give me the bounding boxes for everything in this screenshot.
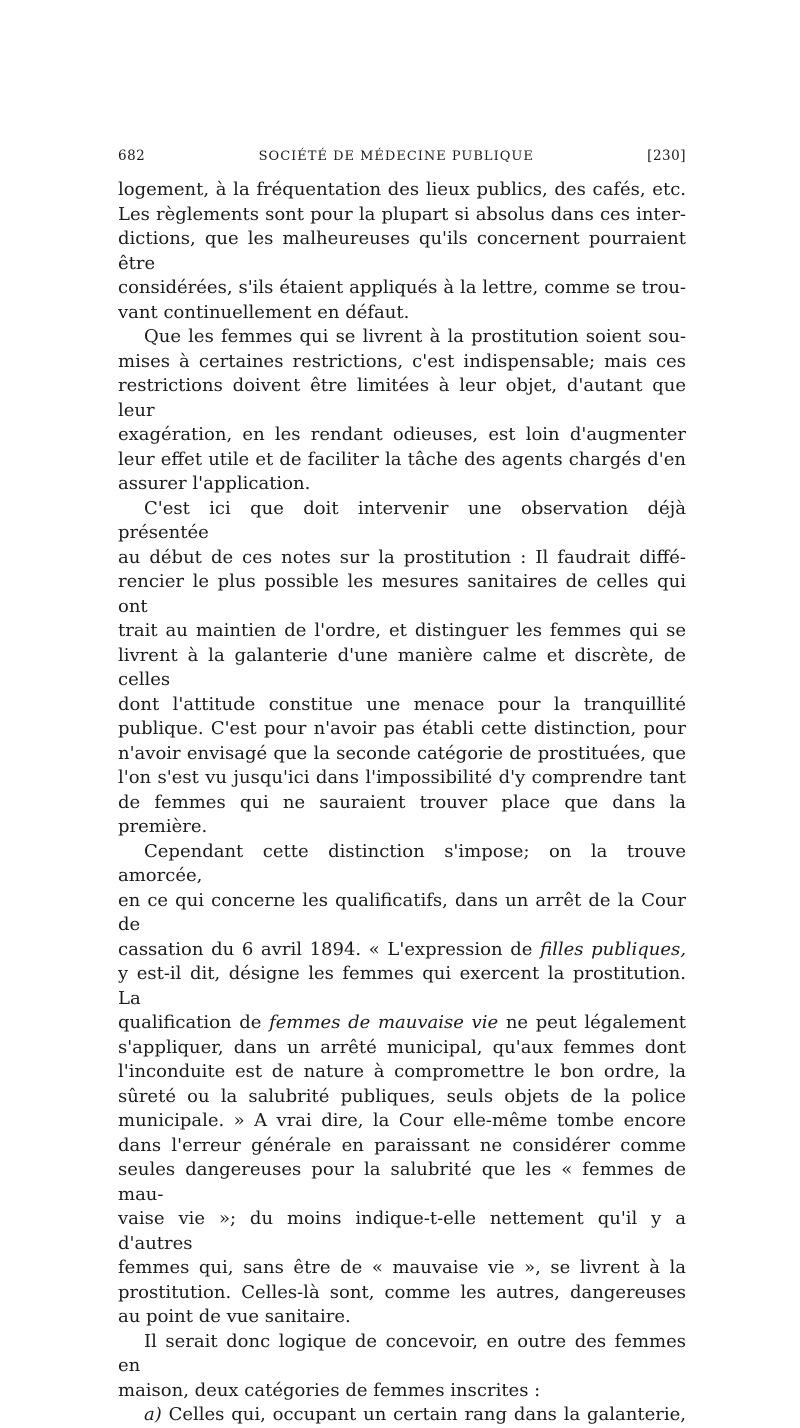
text-line: sûreté ou la salubrité publiques, seuls objets de la police bbox=[118, 1085, 686, 1107]
text-line: n'avoir envisagé que la seconde catégorie de prostituées, que bbox=[118, 742, 686, 764]
text-line: Que les femmes qui se livrent à la prostitution soient sou- bbox=[144, 326, 686, 347]
text-line: dictions, que les malheureuses qu'ils concernent pourraient être bbox=[118, 228, 686, 274]
text-line: C'est ici que doit intervenir une observation déjà présentée bbox=[118, 497, 686, 543]
text-line: prostitution. Celles-là sont, comme les autres, dangereuses bbox=[118, 1281, 686, 1303]
text-line: publique. C'est pour n'avoir pas établi cette distinction, pour bbox=[118, 718, 686, 739]
text-line: l'inconduite est de nature à compromettre le bon ordre, la bbox=[118, 1061, 686, 1082]
text-line: Cependant cette distinction s'impose; on la trouve amorcée, bbox=[118, 840, 686, 886]
text-line: seules dangereuses pour la salubrité que les « femmes de mau- bbox=[118, 1159, 686, 1205]
italic-term: filles publiques, bbox=[540, 938, 686, 960]
text-line: Il serait donc logique de concevoir, en outre des femmes en bbox=[118, 1330, 686, 1376]
item-text: Celles qui, occupant un certain rang dans la galanterie, bbox=[168, 1404, 686, 1425]
text-line: dans l'erreur générale en paraissant ne considérer comme bbox=[118, 1134, 686, 1156]
text-line: au début de ces notes sur la prostitution : Il faudrait diffé- bbox=[118, 546, 686, 568]
text-line: vaise vie »; du moins indique-t-elle nettement qu'il y a d'autres bbox=[118, 1208, 686, 1254]
running-header bbox=[118, 148, 686, 164]
text-line: maison, deux catégories de femmes inscrites : bbox=[118, 1379, 541, 1401]
running-title: SOCIÉTÉ DE MÉDECINE PUBLIQUE bbox=[258, 149, 534, 164]
text-line bbox=[118, 1011, 686, 1036]
item-marker: a) bbox=[144, 1404, 162, 1425]
bracket-number: [230] bbox=[647, 148, 686, 164]
text-line: au point de vue sanitaire. bbox=[118, 1306, 351, 1327]
text-line: en ce qui concerne les qualificatifs, dans un arrêt de la Cour de bbox=[118, 889, 686, 935]
text-line: assurer l'application. bbox=[118, 473, 311, 494]
text-line: exagération, en les rendant odieuses, est loin d'augmenter bbox=[118, 424, 686, 445]
italic-term: femmes de mauvaise vie bbox=[269, 1012, 499, 1033]
text-line: leur effet utile et de faciliter la tâche des agents chargés d'en bbox=[118, 448, 686, 470]
text-line: livrent à la galanterie d'une manière calme et discrète, de celles bbox=[118, 644, 686, 690]
book-page bbox=[118, 148, 686, 1428]
text-line: de femmes qui ne sauraient trouver place que dans la première. bbox=[118, 791, 686, 837]
text-line: rencier le plus possible les mesures sanitaires de celles qui ont bbox=[118, 571, 686, 617]
text-line: dont l'attitude constitue une menace pour la tranquillité bbox=[118, 693, 686, 715]
page-number: 682 bbox=[118, 148, 146, 164]
text-run: ne peut légalement bbox=[505, 1012, 686, 1033]
text-line: l'on s'est vu jusqu'ici dans l'impossibilité d'y comprendre tant bbox=[118, 767, 686, 788]
text-run: qualification de bbox=[118, 1012, 262, 1033]
text-line: vant continuellement en défaut. bbox=[118, 301, 410, 323]
text-line: y est-il dit, désigne les femmes qui exercent la prostitution. La bbox=[118, 963, 686, 1009]
text-line: s'appliquer, dans un arrêté municipal, qu'aux femmes dont bbox=[118, 1036, 686, 1058]
text-run: cassation du 6 avril 1894. « L'expression de bbox=[118, 938, 533, 960]
list-item bbox=[118, 1403, 686, 1428]
text-line: restrictions doivent être limitées à leur objet, d'autant que leur bbox=[118, 375, 686, 421]
body-text bbox=[118, 178, 686, 1428]
text-line: Les règlements sont pour la plupart si absolus dans ces inter- bbox=[118, 203, 686, 225]
text-line: logement, à la fréquentation des lieux publics, des cafés, etc. bbox=[118, 179, 686, 200]
text-line: trait au maintien de l'ordre, et distinguer les femmes qui se bbox=[118, 620, 686, 641]
text-line: mises à certaines restrictions, c'est indispensable; mais ces bbox=[118, 350, 686, 372]
text-line bbox=[118, 938, 686, 963]
text-line: considérées, s'ils étaient appliqués à la lettre, comme se trou- bbox=[118, 277, 686, 298]
text-line: municipale. » A vrai dire, la Cour elle-même tombe encore bbox=[118, 1110, 686, 1131]
text-line: femmes qui, sans être de « mauvaise vie », se livrent à la bbox=[118, 1257, 686, 1278]
